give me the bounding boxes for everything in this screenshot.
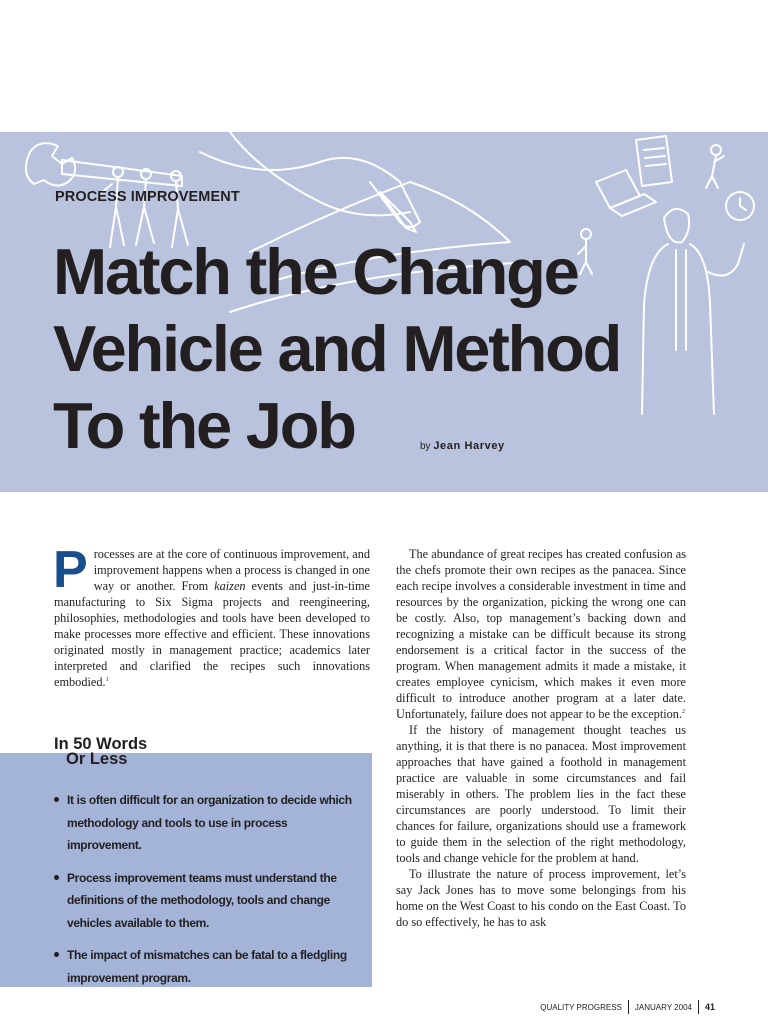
article-title xyxy=(53,233,620,464)
intro-text-1: rocesses are at the core of continuous improvement, and improvement happens when a process is changed in one way or another. From xyxy=(93,547,370,593)
title-line-1: Match the Change xyxy=(53,235,578,308)
title-line-3: To the Job xyxy=(53,389,355,462)
publication-name: QUALITY PROGRESS xyxy=(540,1002,622,1012)
footnote-ref: 1 xyxy=(105,677,109,683)
sidebar-title xyxy=(54,737,147,767)
author-name: Jean Harvey xyxy=(433,440,505,452)
article-column-left xyxy=(53,541,370,690)
person-icon xyxy=(706,145,724,188)
sidebar-title-line-1: In 50 Words xyxy=(54,735,148,753)
sidebar-title-line-2: Or Less xyxy=(66,750,128,768)
byline xyxy=(420,440,505,452)
body-paragraph: If the history of management thought teaches us anything, it is that there is no panacea. Most improvement approaches that have gained a foothold in management practice are valuable in some circumstances and fail miserably in others. The problem lies in the fact these circumstances are poorly understood. To limit their chances for failure, organizations should use a framework to guide them in the selection of the right methodology, tools and change vehicle for the problem at hand. xyxy=(396,723,686,865)
presenter-woman-icon xyxy=(642,209,744,414)
body-paragraph: To illustrate the nature of process improvement, let’s say Jack Jones has to move some belongings from his home on the West Coast to his condo on the East Coast. To do so effectively, he has to ask xyxy=(396,867,686,929)
drop-cap: P xyxy=(53,541,88,599)
footer-divider xyxy=(698,1000,699,1014)
page-footer xyxy=(540,1000,715,1014)
section-label: PROCESS IMPROVEMENT xyxy=(55,189,240,205)
document-icon xyxy=(636,136,672,186)
issue-date: JANUARY 2004 xyxy=(634,1002,692,1012)
footnote-ref: 2 xyxy=(682,709,686,715)
intro-paragraph xyxy=(53,541,370,690)
article-column-right xyxy=(396,546,686,930)
summary-bullet: The impact of mismatches can be fatal to a fledgling improvement program. xyxy=(54,944,364,989)
clock-icon xyxy=(726,192,754,220)
intro-text-2: events and just-in-time manufacturing to Six Sigma projects and reengineering, philosophies, methodologies and tools have been developed to make processes more effective and efficient. These innovations originated mostly in management practice; academics later interpreted and clarified the recipes such innovations embodied. xyxy=(54,579,370,689)
footer-divider xyxy=(628,1000,629,1014)
title-line-2: Vehicle and Method xyxy=(53,312,621,385)
summary-bullet: It is often difficult for an organization to decide which methodology and tools to use in process improvement. xyxy=(54,789,364,857)
page-number: 41 xyxy=(704,1002,715,1012)
intro-italic: kaizen xyxy=(214,579,246,593)
laptop-icon xyxy=(596,170,656,216)
body-paragraph-text: The abundance of great recipes has created confusion as the chefs promote their own recipes as the panacea. Since each recipe involves a considerable investment in time and resources by the organization, picking the wrong one can be costly. Also, top management’s backing down and recognizing a mistake can be difficult because its strong endorsement is a critical factor in the success of the program. When management admits it made a mistake, it creates employee cynicism, which makes it even more difficult to introduce another program at a later date. Unfortunately, failure does not appear to be the exception. xyxy=(396,547,686,721)
byline-prefix: by xyxy=(420,441,431,452)
body-paragraph xyxy=(396,546,686,722)
summary-bullet: Process improvement teams must understand the definitions of the methodology, tools and change vehicles available to them. xyxy=(54,867,364,935)
wrench-icon xyxy=(26,143,182,186)
summary-bullet-list xyxy=(54,789,364,999)
